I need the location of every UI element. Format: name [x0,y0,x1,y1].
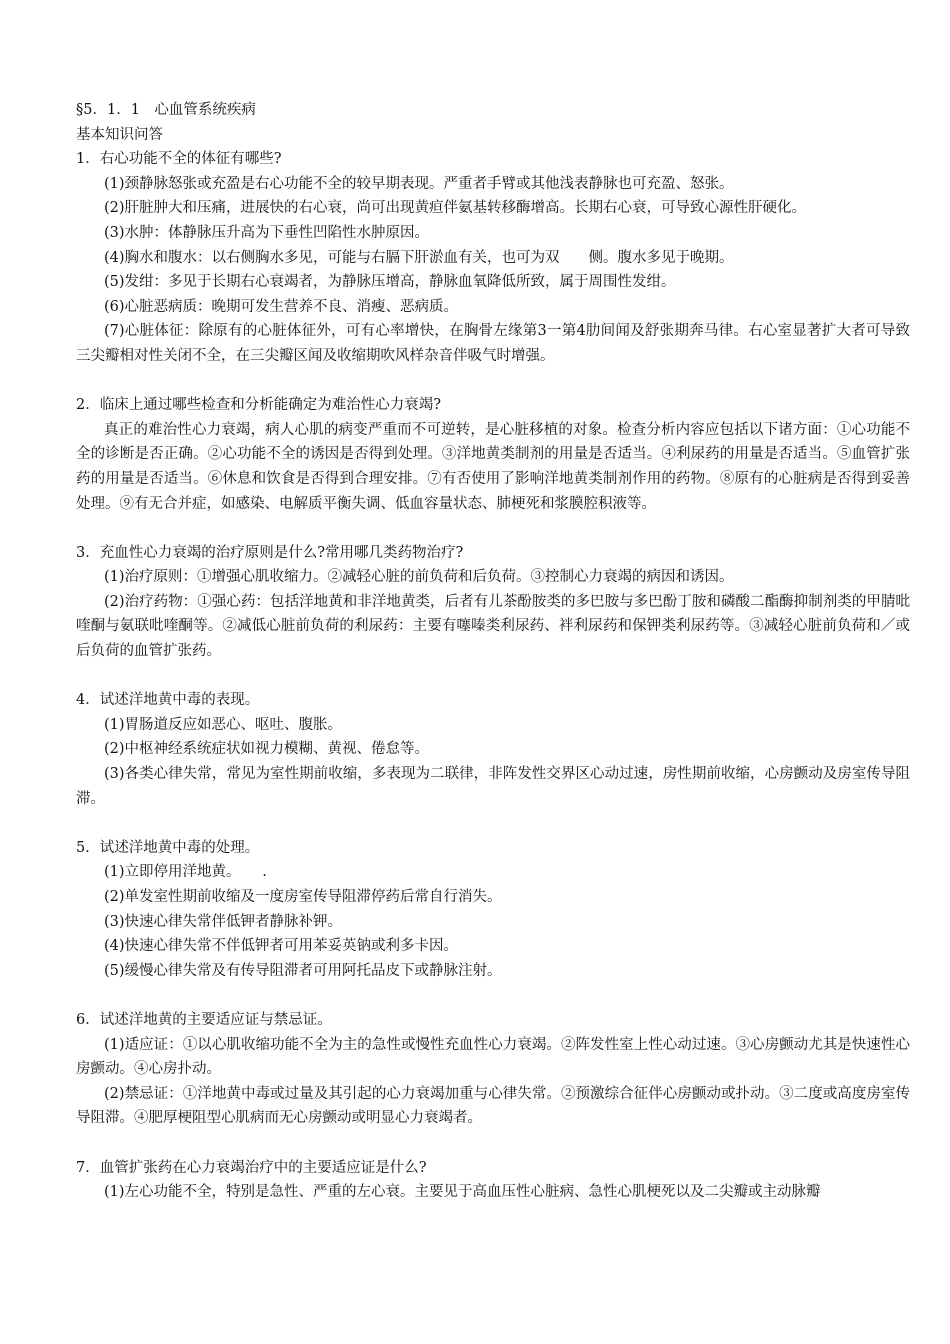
answer-4-item-1: (1)胃肠道反应如恶心、呕吐、腹胀。 [104,716,343,733]
answer-1-item-4: (4)胸水和腹水：以右侧胸水多见，可能与右膈下肝淤血有关，也可为双 侧。腹水多见于晚期。 [104,249,734,266]
answer-1-item-7: (7)心脏体征：除原有的心脏体征外，可有心率增快，在胸骨左缘第3一第4肋间闻及舒张期奔马律。右心室显著扩大者可导致三尖瓣相对性关闭不全，在三尖瓣区闻及收缩期吹风样杂音伴吸气时增强。 [76,323,910,364]
question-6: 6．试述洋地黄的主要适应证与禁忌证。 [76,1011,332,1028]
question-1: 1．右心功能不全的体征有哪些? [76,151,282,168]
spacer [76,811,910,836]
answer-5-item-5: (5)缓慢心律失常及有传导阻滞者可用阿托品皮下或静脉注射。 [104,962,502,979]
section-heading: §5．1．1 心血管系统疾病 [76,102,256,118]
question-2: 2．临床上通过哪些检查和分析能确定为难治性心力衰竭? [76,397,441,414]
answer-3-item-2: (2)治疗药物：①强心药：包括洋地黄和非洋地黄类，后者有儿茶酚胺类的多巴胺与多巴酚丁胺和磷酸二酯酶抑制剂类的甲腈吡喹酮与氨联吡喹酮等。②减低心脏前负荷的利尿药：主要有噻嗪类利尿药、袢利尿药和保钾类利尿药等。③减轻心脏前负荷和／或后负荷的血管扩张药。 [76,593,910,660]
spacer [76,664,910,689]
question-7: 7．血管扩张药在心力衰竭治疗中的主要适应证是什么? [76,1159,427,1176]
question-5: 5．试述洋地黄中毒的处理。 [76,839,260,856]
answer-3-item-1: (1)治疗原则：①增强心肌收缩力。②减轻心脏的前负荷和后负荷。③控制心力衰竭的病因和诱因。 [104,569,734,586]
answer-1-item-6: (6)心脏恶病质：晚期可发生营养不良、消瘦、恶病质。 [104,298,459,315]
question-4: 4．试述洋地黄中毒的表现。 [76,692,260,709]
answer-4-item-3: (3)各类心律失常，常见为室性期前收缩，多表现为二联律，非阵发性交界区心动过速，房性期前收缩，心房颤动及房室传导阻滞。 [76,766,910,807]
answer-2: 真正的难治性心力衰竭，病人心肌的病变严重而不可逆转，是心脏移植的对象。检查分析内容应包括以下诸方面：①心功能不全的诊断是否正确。②心功能不全的诱因是否得到处理。③洋地黄类制剂的用量是否适当。④利尿药的用量是否适当。⑤血管扩张药的用量是否适当。⑥休息和饮食是否得到合理安排。⑦有否使用了影响洋地黄类制剂作用的药物。⑧原有的心脏病是否得到妥善处理。⑨有无合并症，如感染、电解质平衡失调、低血容量状态、肺梗死和浆膜腔积液等。 [76,421,910,512]
answer-1-item-3: (3)水肿：体静脉压升高为下垂性凹陷性水肿原因。 [104,224,430,241]
document-page [76,98,910,1205]
spacer [76,1131,910,1156]
answer-5-item-3: (3)快速心律失常伴低钾者静脉补钾。 [104,913,343,930]
spacer [76,369,910,394]
answer-1-item-2: (2)肝脏肿大和压痛，进展快的右心衰，尚可出现黄疸伴氨基转移酶增高。长期右心衰，可导致心源性肝硬化。 [104,200,807,217]
section-subtitle: 基本知识问答 [76,126,163,143]
answer-5-item-2: (2)单发室性期前收缩及一度房室传导阻滞停药后常自行消失。 [104,889,502,905]
answer-5-item-1: (1)立即停用洋地黄。 . [104,864,267,881]
spacer [76,516,910,541]
answer-1-item-1: (1)颈静脉怒张或充盈是右心功能不全的较早期表现。严重者手臂或其他浅表静脉也可充盈、怒张。 [104,175,734,192]
answer-4-item-2: (2)中枢神经系统症状如视力模糊、黄视、倦怠等。 [104,741,430,758]
answer-5-item-4: (4)快速心律失常不伴低钾者可用苯妥英钠或利多卡因。 [104,938,459,955]
answer-1-item-5: (5)发绀：多见于长期右心衰竭者，为静脉压增高，静脉血氧降低所致，属于周围性发绀。 [104,274,676,291]
question-3: 3．充血性心力衰竭的治疗原则是什么?常用哪几类药物治疗? [76,544,464,561]
answer-7-item-1: (1)左心功能不全，特别是急性、严重的左心衰。主要见于高血压性心脏病、急性心肌梗死以及二尖瓣或主动脉瓣 [104,1184,821,1201]
spacer [76,983,910,1008]
answer-6-item-1: (1)适应证：①以心肌收缩功能不全为主的急性或慢性充血性心力衰竭。②阵发性室上性心动过速。③心房颤动尤其是快速性心房颤动。④心房扑动。 [76,1036,910,1078]
answer-6-item-2: (2)禁忌证：①洋地黄中毒或过量及其引起的心力衰竭加重与心律失常。②预激综合征伴心房颤动或扑动。③二度或高度房室传导阻滞。④肥厚梗阻型心肌病而无心房颤动或明显心力衰竭者。 [76,1085,910,1127]
